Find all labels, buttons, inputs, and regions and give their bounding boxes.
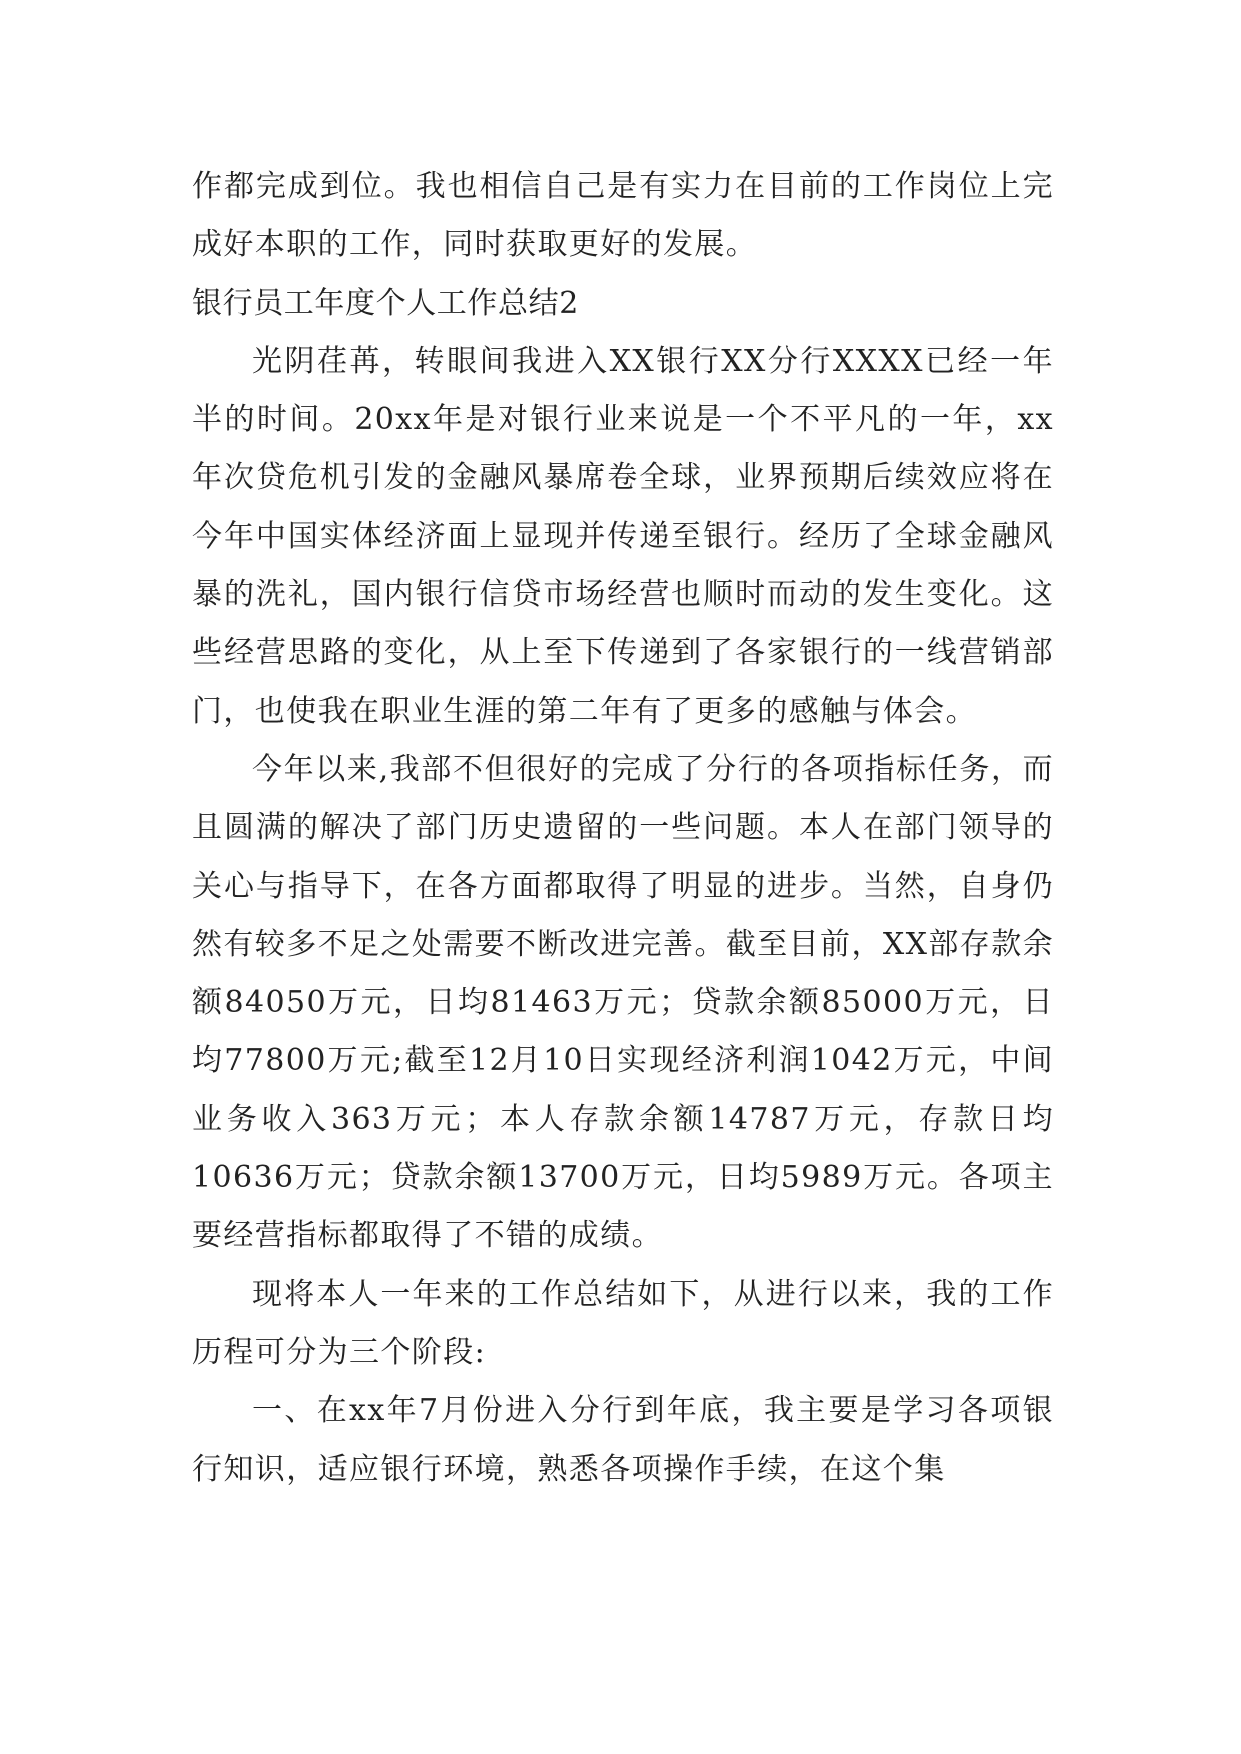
paragraph-stage-one: 一、在xx年7月份进入分行到年底，我主要是学习各项银行知识，适应银行环境，熟悉各项操作手续，在这个集 (192, 1393, 1054, 1487)
section-heading: 银行员工年度个人工作总结2 (192, 285, 579, 321)
paragraph-performance: 今年以来,我部不但很好的完成了分行的各项指标任务，而且圆满的解决了部门历史遗留的一些问题。本人在部门领导的关心与指导下，在各方面都取得了明显的进步。当然，自身仍然有较多不足之处需要不断改进完善。截至目前，XX部存款余额84050万元，日均81463万元；贷款余额85000万元，日均77800万元;截至12月10日实现经济利润1042万元，中间业务收入363万元；本人存款余额14787万元，存款日均10636万元；贷款余额13700万元，日均5989万元。各项主要经营指标都取得了不错的成绩。 (192, 751, 1054, 1254)
paragraph-intro: 光阴荏苒，转眼间我进入XX银行XX分行XXXX已经一年半的时间。20xx年是对银行业来说是一个不平凡的一年，xx年次贷危机引发的金融风暴席卷全球，业界预期后续效应将在今年中国实体经济面上显现并传递至银行。经历了全球金融风暴的洗礼，国内银行信贷市场经营也顺时而动的发生变化。这些经营思路的变化，从上至下传递到了各家银行的一线营销部门，也使我在职业生涯的第二年有了更多的感触与体会。 (192, 343, 1054, 729)
paragraph-summary-lead: 现将本人一年来的工作总结如下，从进行以来，我的工作历程可分为三个阶段: (192, 1276, 1054, 1370)
document-body (192, 158, 1054, 1499)
paragraph-continuation: 作都完成到位。我也相信自己是有实力在目前的工作岗位上完成好本职的工作，同时获取更好的发展。 (192, 169, 1054, 263)
